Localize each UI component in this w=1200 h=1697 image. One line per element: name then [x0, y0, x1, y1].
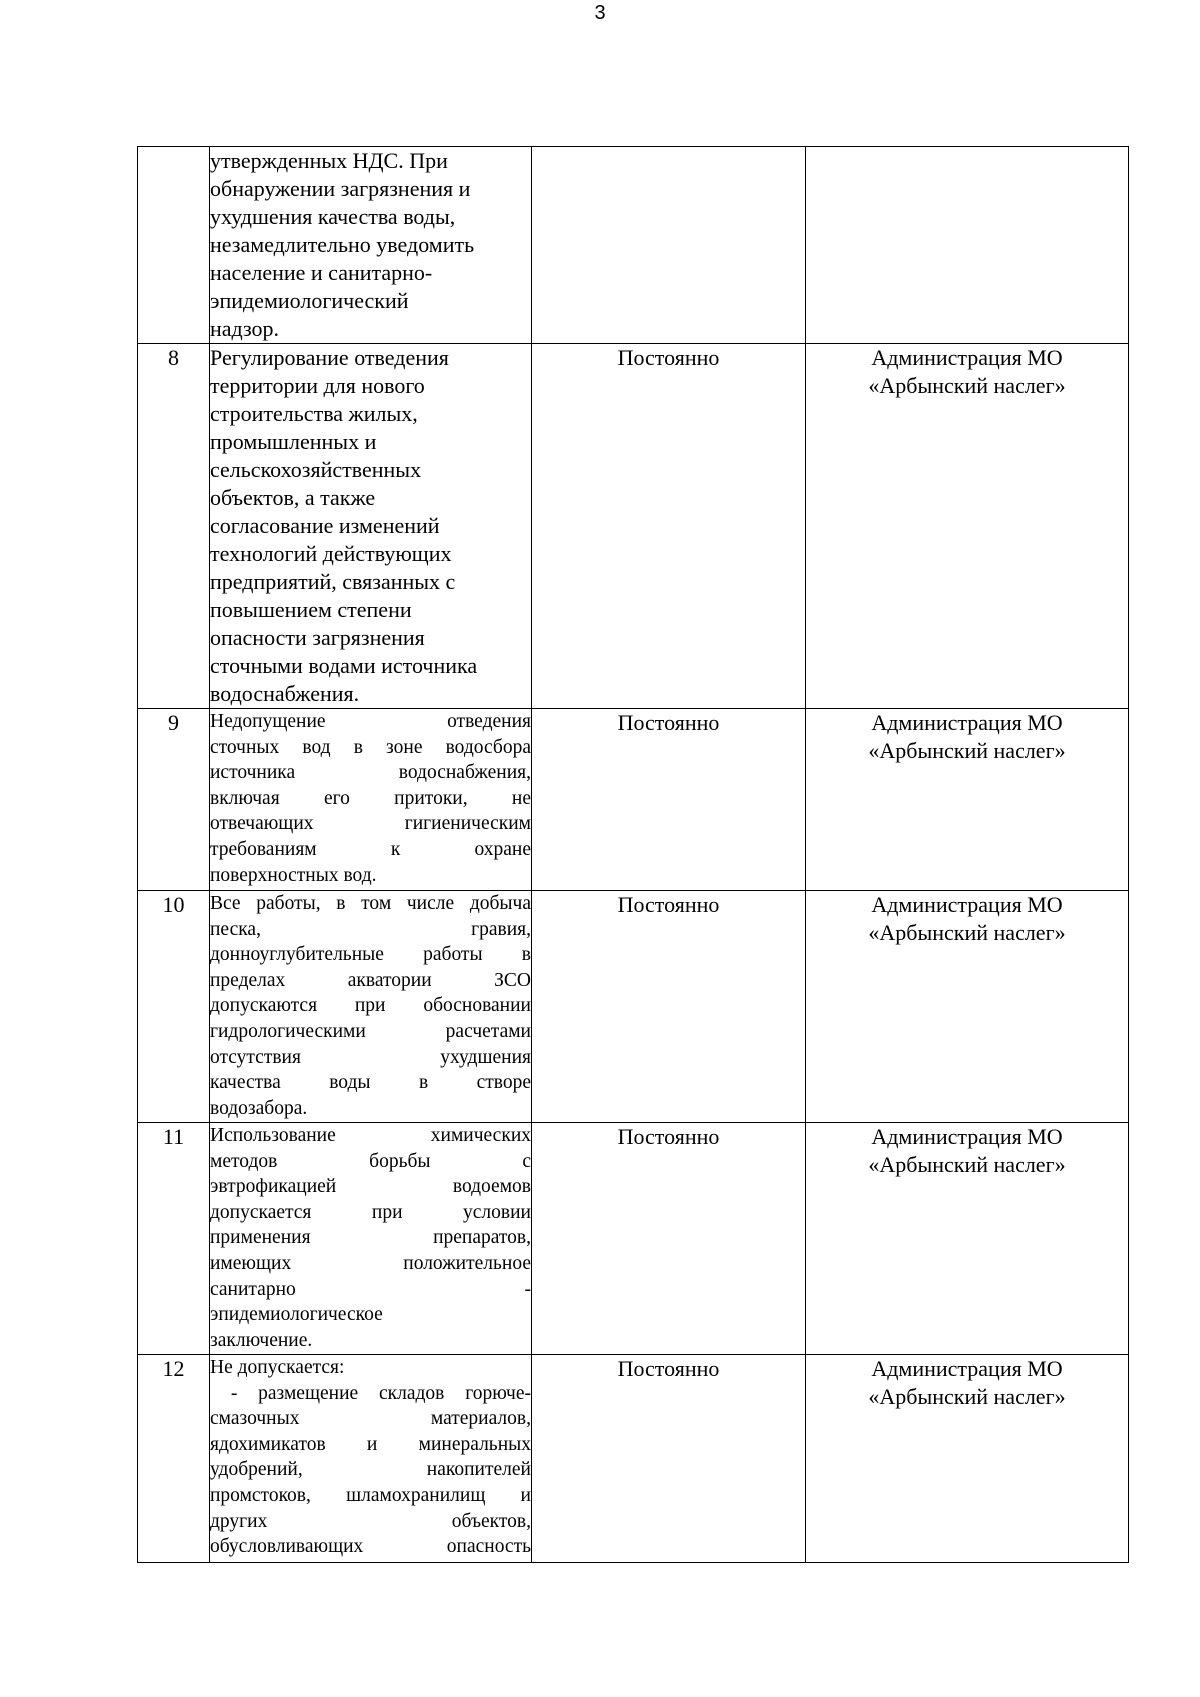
measures-table	[137, 146, 1129, 1563]
term-cell: Постоянно	[532, 891, 806, 1123]
measure-description	[210, 709, 532, 891]
responsible-line: Администрация МО	[871, 1124, 1063, 1149]
row-number	[138, 147, 210, 344]
description-line: Использование химических	[210, 1125, 531, 1146]
description-line: незамедлительно уведомить	[210, 232, 475, 257]
measure-description	[210, 344, 532, 709]
description-line: санитарно -	[210, 1278, 531, 1300]
row-number: 10	[138, 891, 210, 1123]
description-line: ядохимикатов и минеральных	[210, 1433, 531, 1455]
table-row	[138, 1355, 1129, 1563]
row-number: 11	[138, 1123, 210, 1355]
description-line: строительства жилых,	[210, 401, 418, 426]
description-line: других объектов,	[210, 1510, 531, 1532]
description-line: гидрологическими расчетами	[210, 1020, 531, 1042]
description-line: промстоков, шламохранилищ и	[210, 1484, 531, 1506]
description-line: удобрений, накопителей	[210, 1459, 531, 1481]
description-line: донноуглубительные работы в	[210, 944, 531, 966]
description-line: сточных вод в зоне водосбора	[210, 736, 531, 758]
responsible-cell	[806, 147, 1129, 344]
description-line: Все работы, в том числе добыча	[210, 893, 531, 914]
measure-description	[210, 1123, 532, 1355]
description-line: утвержденных НДС. При	[210, 148, 448, 173]
description-line: отсутствия ухудшения	[210, 1046, 531, 1068]
description-line: - размещение складов горюче-	[210, 1382, 531, 1404]
responsible-line: «Арбынский наслег»	[868, 373, 1066, 398]
term-cell: Постоянно	[532, 1355, 806, 1563]
row-number: 8	[138, 344, 210, 709]
responsible-line: «Арбынский наслег»	[868, 920, 1066, 945]
responsible-line: Администрация МО	[871, 892, 1063, 917]
description-line: имеющих положительное	[210, 1252, 531, 1274]
description-line: обусловливающих опасность	[210, 1536, 531, 1558]
term-cell	[532, 147, 806, 344]
table-row	[138, 891, 1129, 1123]
description-line: надзор.	[210, 316, 280, 341]
page-number: 3	[594, 2, 606, 24]
description-line: территории для нового	[210, 373, 425, 398]
term-cell: Постоянно	[532, 344, 806, 709]
description-line: обнаружении загрязнения и	[210, 176, 471, 201]
table-row	[138, 147, 1129, 344]
description-line: повышением степени	[210, 597, 412, 622]
responsible-line: «Арбынский наслег»	[868, 1384, 1066, 1409]
responsible-line: Администрация МО	[871, 1356, 1063, 1381]
description-line: технологий действующих	[210, 541, 452, 566]
description-line: эпидемиологическое	[210, 1304, 383, 1326]
measure-description	[210, 147, 532, 344]
description-line: требованиям к охране	[210, 838, 531, 860]
description-line: водоснабжения.	[210, 681, 360, 706]
table-row	[138, 344, 1129, 709]
measure-description	[210, 891, 532, 1123]
description-line: качества воды в створе	[210, 1072, 531, 1094]
responsible-cell	[806, 1355, 1129, 1563]
responsible-cell	[806, 709, 1129, 891]
description-line: применения препаратов,	[210, 1227, 531, 1249]
description-line: Регулирование отведения	[210, 345, 449, 370]
term-cell: Постоянно	[532, 709, 806, 891]
description-line: объектов, а также	[210, 485, 376, 510]
description-line: население и санитарно-	[210, 260, 433, 285]
description-line: сельскохозяйственных	[210, 457, 422, 482]
responsible-cell	[806, 891, 1129, 1123]
table-row	[138, 709, 1129, 891]
description-line: заключение.	[210, 1329, 313, 1351]
row-number: 9	[138, 709, 210, 891]
description-line: промышленных и	[210, 429, 377, 454]
description-line: ухудшения качества воды,	[210, 204, 456, 229]
description-line: источника водоснабжения,	[210, 762, 531, 784]
responsible-line: Администрация МО	[871, 345, 1063, 370]
description-line: предприятий, связанных с	[210, 569, 456, 594]
description-line: водозабора.	[210, 1097, 308, 1119]
description-line: смазочных материалов,	[210, 1408, 531, 1430]
responsible-line: Администрация МО	[871, 710, 1063, 735]
description-line: отвечающих гигиеническим	[210, 813, 531, 835]
description-line: Недопущение отведения	[210, 711, 531, 732]
table-row	[138, 1123, 1129, 1355]
term-cell: Постоянно	[532, 1123, 806, 1355]
row-number: 12	[138, 1355, 210, 1563]
description-line: сточными водами источника	[210, 653, 478, 678]
description-line: допускается при условии	[210, 1201, 531, 1223]
description-line: включая его притоки, не	[210, 787, 531, 809]
responsible-cell	[806, 1123, 1129, 1355]
description-line: опасности загрязнения	[210, 625, 425, 650]
responsible-line: «Арбынский наслег»	[868, 738, 1066, 763]
responsible-line: «Арбынский наслег»	[868, 1152, 1066, 1177]
description-line: методов борьбы с	[210, 1150, 531, 1172]
description-line: допускаются при обосновании	[210, 995, 531, 1017]
description-line: согласование изменений	[210, 513, 440, 538]
description-line: эвтрофикацией водоемов	[210, 1176, 531, 1198]
measure-description	[210, 1355, 532, 1563]
description-line: поверхностных вод.	[210, 864, 377, 886]
description-line: эпидемиологический	[210, 288, 409, 313]
description-line: песка, гравия,	[210, 918, 531, 940]
responsible-cell	[806, 344, 1129, 709]
description-line: Не допускается:	[210, 1357, 345, 1378]
description-line: пределах акватории ЗСО	[210, 969, 531, 991]
